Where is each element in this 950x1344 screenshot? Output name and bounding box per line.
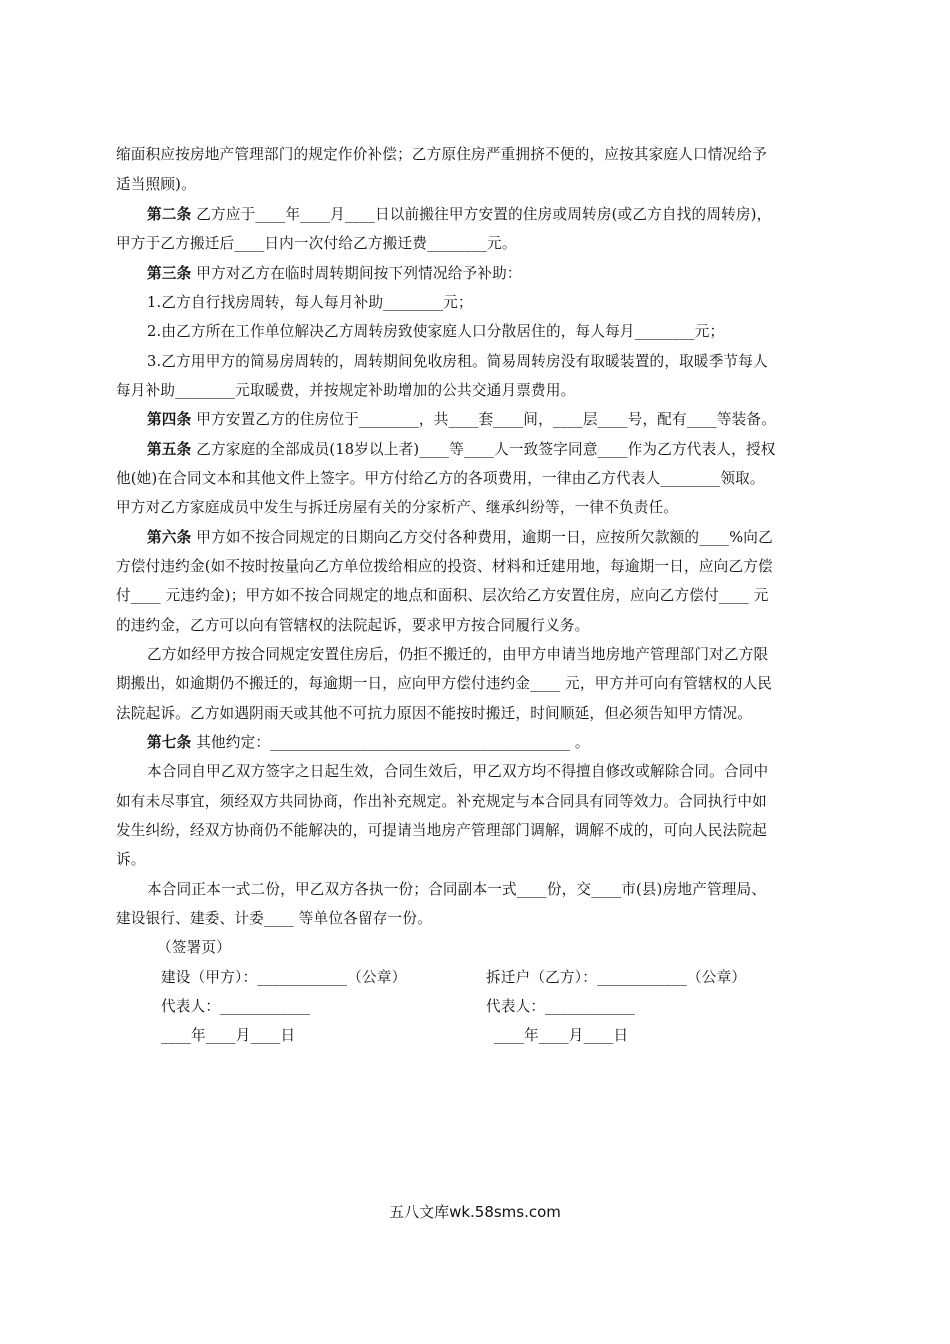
article-5: 第五条 乙方家庭的全部成员(18岁以上者)____等____人一致签字同意____作为乙方代表人，授权 bbox=[147, 441, 776, 458]
text-line: 诉。 bbox=[116, 851, 146, 868]
article-2: 第二条 乙方应于____年____月____日以前搬往甲方安置的住房或周转房(或乙方自找的周转房)， bbox=[147, 206, 772, 223]
text-line: 甲方于乙方搬迁后____日内一次付给乙方搬迁费________元。 bbox=[116, 235, 517, 252]
text-line: 2.由乙方所在工作单位解决乙方周转房致使家庭人口分散居住的，每人每月________元； bbox=[147, 323, 725, 340]
article-heading: 第五条 bbox=[147, 441, 192, 458]
text-line: 的违约金，乙方可以向有管辖权的法院起诉，要求甲方按合同履行义务。 bbox=[116, 617, 590, 634]
text-line: 本合同正本一式二份，甲乙双方各执一份；合同副本一式____份，交____市(县)房地产管理局、 bbox=[147, 881, 767, 898]
article-4: 第四条 甲方安置乙方的住房位于________，共____套____间，____层____号，配有____等装备。 bbox=[147, 411, 776, 428]
party-a-line: 建设（甲方）：____________（公章） bbox=[161, 969, 407, 986]
text-line: 适当照顾)。 bbox=[116, 176, 196, 193]
article-7: 第七条 其他约定：________________________________________ 。 bbox=[147, 734, 590, 751]
party-b-line: 拆迁户（乙方）：____________（公章） bbox=[486, 969, 747, 986]
article-heading: 第七条 bbox=[147, 734, 192, 751]
article-heading: 第三条 bbox=[147, 265, 192, 282]
text-line: 发生纠纷，经双方协商仍不能解决的，可提请当地房产管理部门调解，调解不成的，可向人民法院起 bbox=[116, 822, 767, 839]
article-6: 第六条 甲方如不按合同规定的日期向乙方交付各种费用，逾期一日，应按所欠款额的____%向乙 bbox=[147, 529, 773, 546]
text-line: 期搬出，如逾期仍不搬迁的，每逾期一日，应向甲方偿付违约金____ 元，甲方并可向有管辖权的人民 bbox=[116, 675, 773, 692]
article-heading: 第四条 bbox=[147, 411, 192, 428]
text-line: 如有未尽事宜，须经双方共同协商，作出补充规定。补充规定与本合同具有同等效力。合同执行中如 bbox=[116, 793, 767, 810]
article-3: 第三条 甲方对乙方在临时周转期间按下列情况给予补助： bbox=[147, 265, 522, 282]
article-heading: 第二条 bbox=[147, 206, 192, 223]
representative-a: 代表人：____________ bbox=[161, 998, 311, 1015]
text-line: 乙方如经甲方按合同规定安置住房后，仍拒不搬迁的，由甲方申请当地房地产管理部门对乙方限 bbox=[147, 646, 769, 663]
text-line: 缩面积应按房地产管理部门的规定作价补偿；乙方原住房严重拥挤不便的，应按其家庭人口情况给予 bbox=[116, 146, 767, 163]
text-line: 他(她)在合同文本和其他文件上签字。甲方付给乙方的各项费用，一律由乙方代表人________领取。 bbox=[116, 470, 765, 487]
text-line: 本合同自甲乙双方签字之日起生效，合同生效后，甲乙双方均不得擅自修改或解除合同。合同中 bbox=[147, 763, 769, 780]
date-a: ____年____月____日 bbox=[161, 1027, 296, 1044]
text-line: 每月补助________元取暖费，并按规定补助增加的公共交通月票费用。 bbox=[116, 382, 576, 399]
text-line: 3.乙方用甲方的简易房周转的，周转期间免收房租。简易周转房没有取暖装置的，取暖季节每人 bbox=[147, 353, 768, 370]
representative-b: 代表人：____________ bbox=[486, 998, 636, 1015]
date-b: ____年____月____日 bbox=[494, 1027, 629, 1044]
text-line: 甲方对乙方家庭成员中发生与拆迁房屋有关的分家析产、继承纠纷等，一律不负责任。 bbox=[116, 499, 679, 516]
text-line: 付____ 元违约金)；甲方如不按合同规定的地点和面积、层次给乙方安置住房，应向乙方偿付____ 元 bbox=[116, 587, 769, 604]
article-heading: 第六条 bbox=[147, 529, 192, 546]
text-line: 1.乙方自行找房周转，每人每月补助________元； bbox=[147, 294, 473, 311]
text-line: 建设银行、建委、计委____ 等单位各留存一份。 bbox=[116, 910, 432, 927]
text-line: 法院起诉。乙方如遇阴雨天或其他不可抗力原因不能按时搬迁，时间顺延，但必须告知甲方情况。 bbox=[116, 705, 753, 722]
footer-watermark: 五八文库wk.58sms.com bbox=[389, 1203, 561, 1221]
text-line: 方偿付违约金(如不按时按量向乙方单位拨给相应的投资、材料和迁建用地，每逾期一日，应向乙方偿 bbox=[116, 558, 773, 575]
signature-title: （签署页） bbox=[157, 939, 231, 956]
